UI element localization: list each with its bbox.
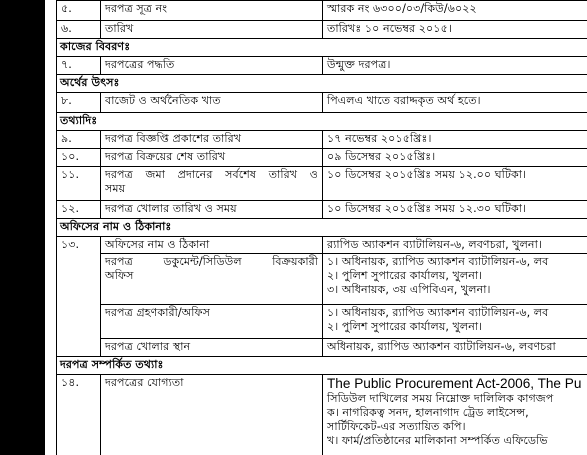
row-label: দরপত্রের পদ্ধতি [101,57,323,75]
row-value: র‍্যাপিড অ্যাকশন ব্যাটালিয়ন-৬, লবণচরা, খুলনা। [323,237,587,254]
section-title-work: কাজের বিবরণঃ [57,39,587,57]
row-label: দরপত্র গ্রহণকারী/অফিস [101,305,323,339]
section-title-info: তথ্যাদিঃ [57,113,587,131]
table-row [57,254,587,305]
value-line: খ। ফার্ম/প্রতিষ্ঠানের মালিকানা সম্পর্কিত এফিডেভি [327,434,548,447]
table-row [57,149,587,167]
row-value: তারিখঃ ১০ নভেম্বর ২০১৫। [323,21,587,39]
row-value: ১৭ নভেম্বর ২০১৫খ্রিঃ। [323,131,587,149]
row-label: দরপত্র খোলার তারিখ ও সময় [101,201,323,219]
row-label: দরপত্রের যোগ্যতা [101,375,323,455]
table-row [57,201,587,219]
table-row [57,375,587,455]
row-label: অফিসের নাম ও ঠিকানা [101,237,323,254]
row-value [323,254,587,305]
row-number: ১৩. [57,237,101,357]
value-line: ২। পুলিশ সুপারের কার্যালয়, খুলনা। [327,269,483,282]
section-title-tender: দরপত্র সম্পর্কিত তথ্যাঃ [57,357,587,375]
value-line: সিডিউল দাখিলের সময় নিম্নোক্ত দালিলিক কাগজপ [327,392,554,405]
value-english-line: The Public Procurement Act-2006, The Pu [327,376,582,391]
row-value [323,305,587,339]
row-number: ৮. [57,93,101,113]
row-value [323,375,587,455]
row-number: ৭. [57,57,101,75]
row-label: দরপত্র বিক্রয়ের শেষ তারিখ [101,149,323,167]
row-value: উন্মুক্ত দরপত্র। [323,57,587,75]
row-number: ১২. [57,201,101,219]
row-label: দরপত্র খোলার স্থান [101,339,323,357]
row-number: ১১. [57,167,101,201]
row-value: পিএলএ খাতে বরাদ্দকৃত অর্থ হতে। [323,93,587,113]
table-row [57,21,587,39]
row-value: ০৯ ডিসেম্বর ২০১৫খ্রিঃ। [323,149,587,167]
row-value: স্মারক নং ৬৩০০/০৩/কিউ/৬০২২ [323,1,587,21]
table-row [57,237,587,254]
table-row [57,167,587,201]
row-number: ৯. [57,131,101,149]
section-header [57,75,587,93]
row-label-line: দরপত্র ডকুমেন্ট/সিডিউল বিক্রয়কারী [105,255,318,268]
row-label: তারিখ [101,21,323,39]
table-row [57,131,587,149]
row-value: ১০ ডিসেম্বর ২০১৫খ্রিঃ সময় ১২.৩০ ঘটিকা। [323,201,587,219]
value-line: ক। নাগরিকত্ব সনদ, হালনাগাদ ট্রেড লাইসেন্স, [327,406,529,419]
section-title-office: অফিসের নাম ও ঠিকানাঃ [57,219,587,237]
row-label [101,254,323,305]
section-header [57,357,587,375]
table-row [57,1,587,21]
row-label: দরপত্র সূত্র নং [101,1,323,21]
value-line: ১। অধিনায়ক, র‍্যাপিড অ্যাকশন ব্যাটালিয়ন-৬, লব [327,306,549,319]
row-label: দরপত্র বিজ্ঞপ্তি প্রকাশের তারিখ [101,131,323,149]
value-line: সার্টিফিকেট-এর সত্যায়িত কপি। [327,420,466,433]
row-label-line: দরপত্র জমা প্রদানের সর্বশেষ তারিখ ও [105,168,318,181]
row-label: বাজেট ও অর্থনৈতিক খাত [101,93,323,113]
table-row [57,93,587,113]
table-row [57,305,587,339]
tender-info-table [56,0,587,455]
row-label [101,167,323,201]
row-label-line: অফিস [105,269,134,282]
section-header [57,219,587,237]
row-value: ১০ ডিসেম্বর ২০১৫খ্রিঃ সময় ১২.০০ ঘটিকা। [323,167,587,201]
scan-dark-margin [0,0,45,455]
row-number: ১০. [57,149,101,167]
table-row [57,57,587,75]
section-header [57,39,587,57]
row-value: অধিনায়ক, র‍্যাপিড অ্যাকশন ব্যাটালিয়ন-৬, লবণচরা [323,339,587,357]
row-label-line: সময় [105,182,126,195]
value-line: ৩। অধিনায়ক, ৩য় এপিবিএন, খুলনা। [327,283,491,296]
row-number: ১৪. [57,375,101,455]
section-header [57,113,587,131]
row-number: ৫. [57,1,101,21]
table-row [57,339,587,357]
value-line: ২। পুলিশ সুপারের কার্যালয়, খুলনা। [327,320,483,333]
section-title-fund: অর্থের উৎসঃ [57,75,587,93]
row-number: ৬. [57,21,101,39]
value-line: ১। অধিনায়ক, র‍্যাপিড অ্যাকশন ব্যাটালিয়ন-৬, লব [327,255,549,268]
